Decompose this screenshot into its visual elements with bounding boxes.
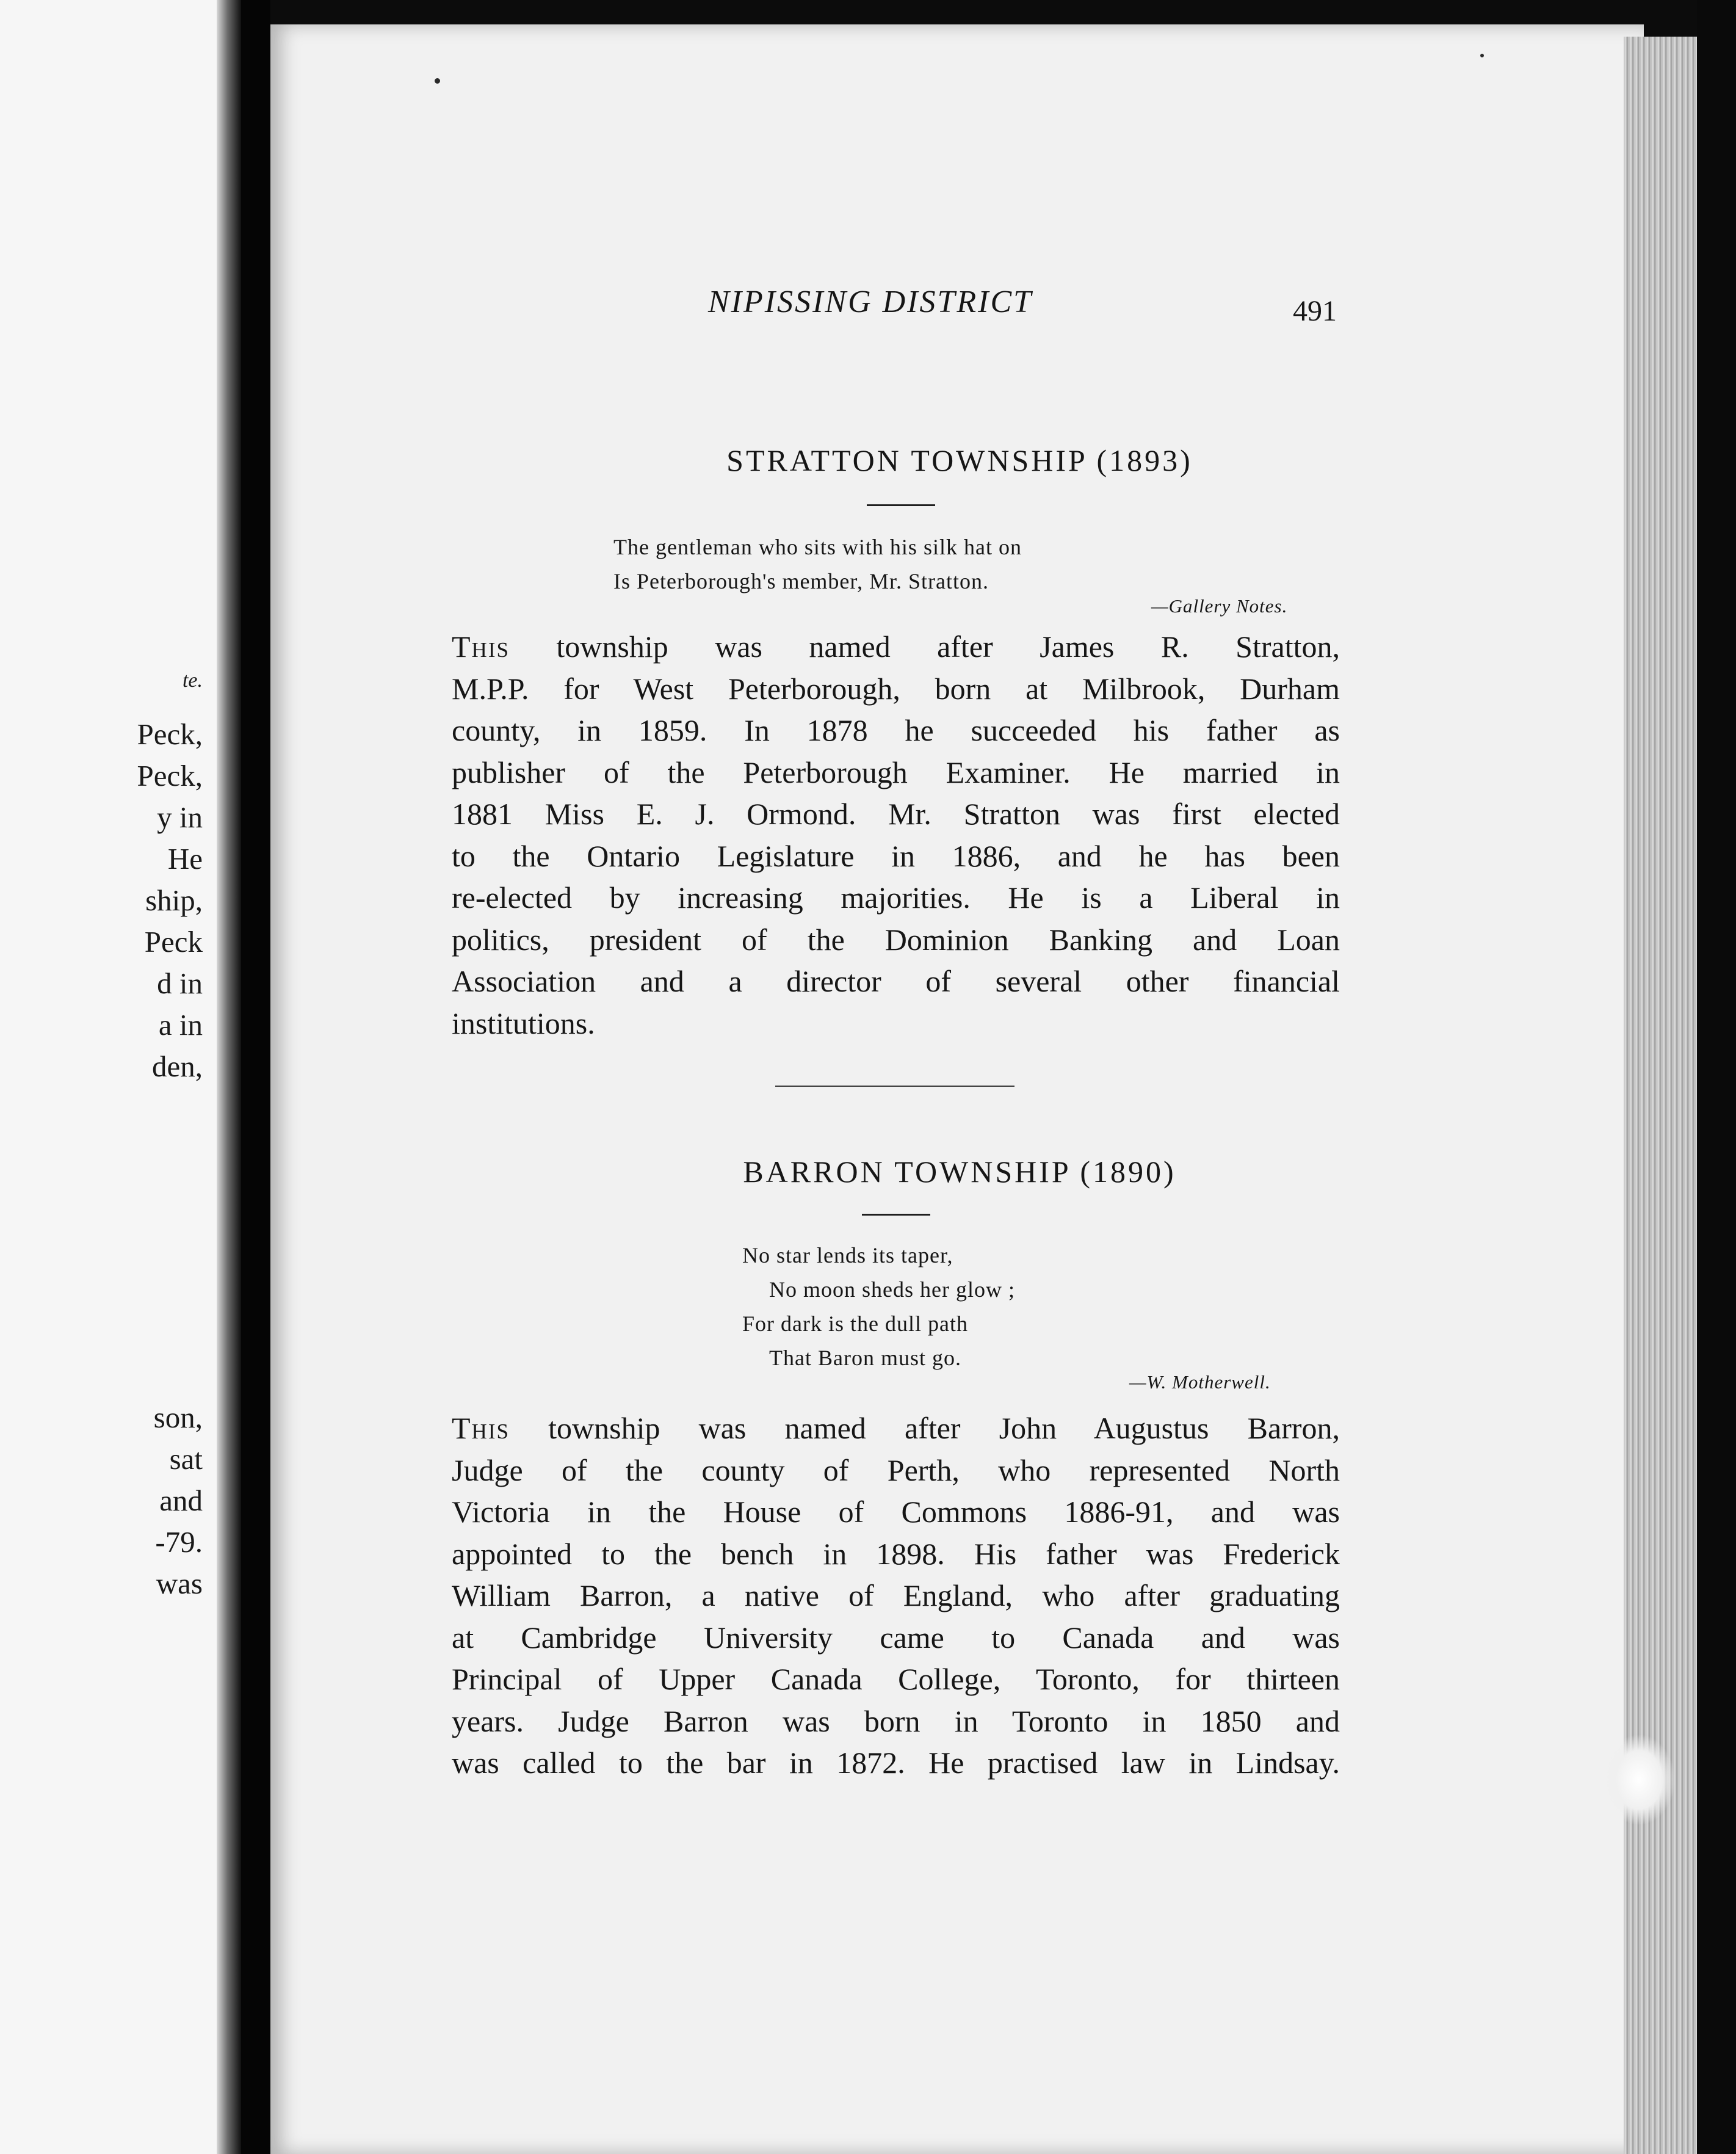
section-body-barron <box>452 1407 1340 1784</box>
facing-page-fragment: a in <box>158 1008 203 1042</box>
lead-word: This <box>452 1411 510 1445</box>
body-line: appointed to the bench in 1898. His father was Frederick <box>452 1536 1340 1571</box>
section-body-stratton <box>452 626 1340 1044</box>
facing-page-fragment: and <box>159 1484 203 1517</box>
epigraph-attribution: —Gallery Notes. <box>1151 595 1288 617</box>
facing-page-fragment: He <box>167 842 203 876</box>
facing-page-fragment: sat <box>169 1442 203 1476</box>
page-number: 491 <box>1293 295 1337 327</box>
lead-word: This <box>452 629 510 664</box>
paper-speck <box>435 78 440 84</box>
body-line: politics, president of the Dominion Banking and Loan <box>452 922 1340 957</box>
paper-stain <box>1602 1734 1676 1826</box>
facing-page-fragment: Peck <box>144 925 203 959</box>
body-line: 1881 Miss E. J. Ormond. Mr. Stratton was first elected <box>452 797 1340 831</box>
body-line <box>452 1407 1340 1449</box>
epigraph-attribution: —W. Motherwell. <box>1129 1371 1271 1393</box>
body-line: Association and a director of several other financial <box>452 964 1340 998</box>
body-line <box>452 626 1340 668</box>
body-line: years. Judge Barron was born in Toronto in 1850 and <box>452 1703 1340 1738</box>
facing-page-fragment: was <box>156 1567 203 1600</box>
body-line: Judge of the county of Perth, who represented North <box>452 1452 1340 1487</box>
body-line-text: township was named after John Augustus Barron, <box>509 1411 1340 1445</box>
paper-speck <box>1480 54 1484 57</box>
epigraph-line: The gentleman who sits with his silk hat on <box>613 535 1022 559</box>
body-line: county, in 1859. In 1878 he succeeded his father as <box>452 713 1340 747</box>
title-rule <box>862 1214 930 1216</box>
body-line: publisher of the Peterborough Examiner. He married in <box>452 755 1340 789</box>
facing-page-edge <box>217 0 241 2154</box>
facing-page-fragment: son, <box>153 1401 203 1434</box>
body-line: M.P.P. for West Peterborough, born at Milbrook, Durham <box>452 671 1340 706</box>
book-page <box>270 24 1644 2154</box>
section-title-stratton: STRATTON TOWNSHIP (1893) <box>726 443 1193 477</box>
facing-page-fragment: d in <box>157 966 203 1000</box>
epigraph-line: No star lends its taper, <box>742 1243 953 1267</box>
facing-page-fragment: te. <box>182 669 203 692</box>
body-line: Principal of Upper Canada College, Toronto, for thirteen <box>452 1662 1340 1696</box>
body-line: William Barron, a native of England, who after graduating <box>452 1578 1340 1612</box>
facing-page-fragment: -79. <box>155 1525 203 1559</box>
body-line: to the Ontario Legislature in 1886, and he has been <box>452 838 1340 873</box>
scan-border <box>1697 0 1736 2154</box>
section-divider <box>775 1086 1014 1087</box>
facing-page-fragment: Peck, <box>137 759 203 792</box>
running-head: NIPISSING DISTRICT <box>708 285 1033 319</box>
body-line: re-elected by increasing majorities. He is a Liberal in <box>452 880 1340 915</box>
body-line: institutions. <box>452 1006 595 1040</box>
epigraph-line: No moon sheds her glow ; <box>769 1277 1015 1302</box>
book-gutter <box>241 0 270 2154</box>
body-line: at Cambridge University came to Canada and was <box>452 1620 1340 1655</box>
body-line: was called to the bar in 1872. He practised law in Lindsay. <box>452 1746 1340 1780</box>
facing-page-fragment: ship, <box>145 883 203 917</box>
section-title-barron: BARRON TOWNSHIP (1890) <box>743 1155 1176 1189</box>
facing-page-fragment: y in <box>157 800 203 834</box>
title-rule <box>867 504 935 506</box>
epigraph-line: Is Peterborough's member, Mr. Stratton. <box>613 569 989 593</box>
facing-page-fragment: den, <box>152 1050 203 1083</box>
facing-page <box>0 0 227 2154</box>
facing-page-fragment: Peck, <box>137 717 203 751</box>
page-fore-edge <box>1624 37 1697 2154</box>
epigraph-line: That Baron must go. <box>769 1346 961 1370</box>
epigraph-line: For dark is the dull path <box>742 1311 968 1336</box>
body-line-text: township was named after James R. Stratton, <box>509 629 1340 664</box>
body-line: Victoria in the House of Commons 1886-91, and was <box>452 1495 1340 1529</box>
